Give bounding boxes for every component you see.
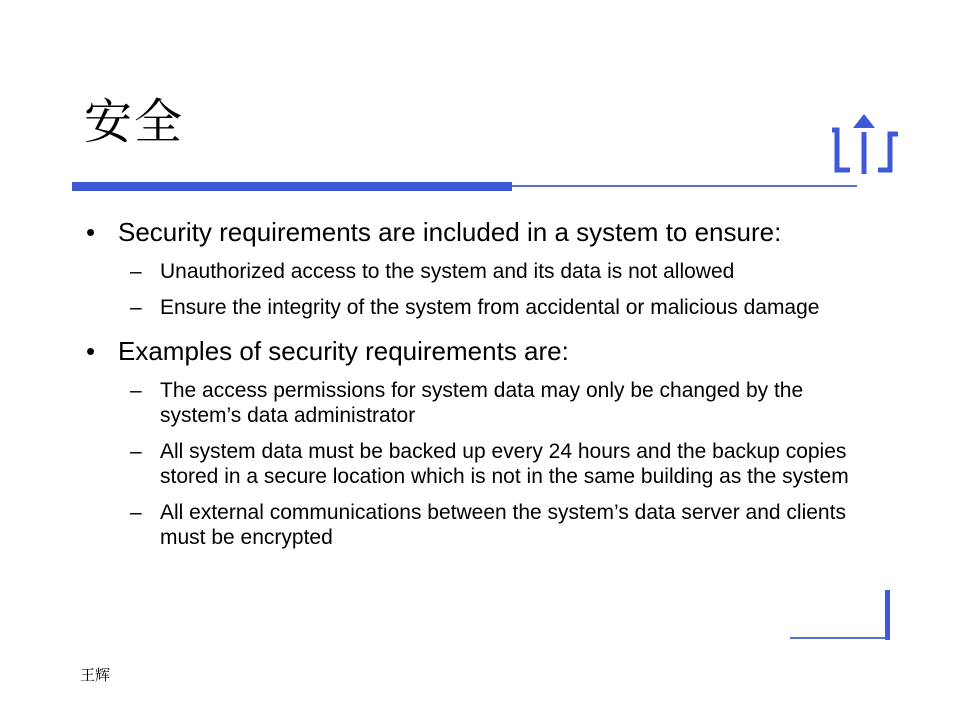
sub-bullet-text: All system data must be backed up every 24 hours and the backup copies stored in a secure location which is not in the same building as the system <box>160 440 849 488</box>
sub-bullet-item <box>80 259 880 284</box>
sub-bullet-mark: – <box>130 379 142 402</box>
sub-bullet-item <box>80 378 880 428</box>
sub-bullet-mark: – <box>130 260 142 283</box>
corner-accent-vertical <box>885 590 890 640</box>
bullet-list <box>80 212 880 550</box>
bullet-item <box>80 216 880 248</box>
bullet-text: Examples of security requirements are: <box>118 336 569 366</box>
footer-author: 王辉 <box>80 666 111 684</box>
sub-bullet-mark: – <box>130 296 142 319</box>
sub-bullet-mark: – <box>130 501 142 524</box>
corner-accent-horizontal <box>790 637 886 639</box>
ui-logo-icon <box>826 112 906 180</box>
sub-bullet-item <box>80 439 880 489</box>
title-divider-thin <box>512 185 857 187</box>
bullet-item <box>80 335 880 367</box>
bullet-text: Security requirements are included in a system to ensure: <box>118 217 782 247</box>
bullet-mark: • <box>86 336 96 366</box>
sub-bullet-text: Ensure the integrity of the system from accidental or malicious damage <box>160 296 820 319</box>
sub-bullet-item <box>80 295 880 320</box>
sub-bullet-text: Unauthorized access to the system and its data is not allowed <box>160 260 735 283</box>
sub-bullet-text: The access permissions for system data may only be changed by the system’s data administrator <box>160 379 804 427</box>
slide-title: 安全 <box>84 94 185 150</box>
sub-bullet-item <box>80 500 880 550</box>
sub-bullet-text: All external communications between the system’s data server and clients must be encrypted <box>160 501 846 549</box>
sub-bullet-mark: – <box>130 440 142 463</box>
title-divider-thick <box>72 182 512 191</box>
bullet-mark: • <box>86 217 96 247</box>
